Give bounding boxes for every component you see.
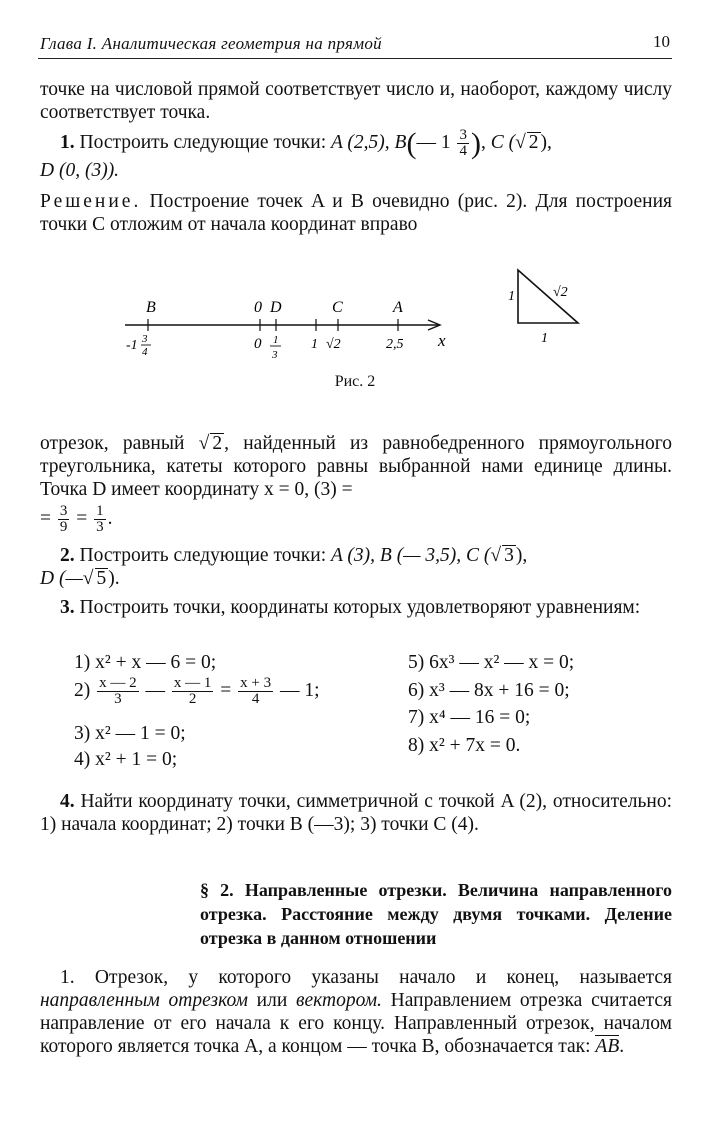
section-text-a: 1. Отрезок, у которого указаны начало и конец, называется [60,967,672,988]
problem-2-number: 2. [60,545,75,566]
point-b-int: — 1 [416,131,451,153]
running-title: Глава I. Аналитическая геометрия на прямой [40,34,382,53]
problem-3 [40,596,672,619]
equation-1: 1) x² + x — 6 = 0; [74,652,217,673]
page-number: 10 [653,32,670,51]
eq2-fraction-3: $\frac{x + 3}{4}$ [240,675,272,707]
point-b-fraction: $\frac{3}{4}$ [459,127,467,159]
point-c-label: C ( [490,131,516,153]
p2-point-d-tail: ). [108,568,120,589]
point-b-label: B [394,131,407,153]
equation-2: 2) $\frac{x — 2}{3}$ — $\frac{x — 1}{2}$ = $\frac{x + 3}{4}$ — 1; [74,675,320,707]
problem-2: 2. Построить следующие точки: A (3), B (— 3,5), C (√ 3 ), D (—√ 5 ). [40,545,528,589]
problem-3-text: Построить точки, координаты которых удовлетворяют уравнениям: [79,597,641,618]
tick-label-b-den: 4 [142,346,148,358]
triangle-leg-horizontal: 1 [541,331,548,346]
point-c-radicand: 2 [528,131,539,153]
d-coordinate-line [40,504,672,535]
header-rule [38,58,672,59]
eq-lead: = [40,507,51,529]
p2-point-c-label: C ( [466,545,491,566]
construction-radicand: 2 [212,433,223,454]
tick-label-d-den: 3 [272,349,278,361]
label-c: C [332,299,343,316]
tick-label-2-5: 2,5 [386,337,404,352]
term-directed-segment: направленным отрезком [40,990,248,1011]
label-b: B [146,299,156,316]
p2-point-c-tail: ), [515,545,528,566]
fraction-3-9: $\frac{3}{9}$ [59,503,68,535]
tick-label-0: 0 [254,336,262,352]
construction-paragraph: отрезок, равный √ 2 , найденный из равнобедренного прямоугольного треугольника, катеты которого равны выбранной нами единице длины. Точка D имеет координату x = 0, (3) = [40,433,673,500]
section-heading: § 2. Направленные отрезки. Величина направленного отрезка. Расстояние между двумя точками. Деление отрезка в данном отношении [200,880,672,948]
problem-4 [40,790,672,836]
label-d: D [270,299,282,316]
problem-1: 1. Построить следующие точки: A (2,5), B(— 1 $\frac{3}{4}$ ), C (√ 2 ), D (0, (3)). [40,127,552,181]
section-text-end: . [619,1036,625,1057]
problem-4-text: Найти координату точки, симметричной с точкой A (2), относительно: 1) начала координат; 2) точки B (—3); 3) точки C (4). [40,791,673,835]
fraction-1-3: $\frac{1}{3}$ [96,503,104,535]
p2-point-d-label: D (— [40,568,83,589]
intro-paragraph: точке на числовой прямой соответствует число и, наоборот, каждому числу соответствует точка. [40,79,672,123]
solution-paragraph [40,190,672,236]
p2-point-b: B (— 3,5), [379,545,462,566]
tick-label-1: 1 [311,337,318,352]
vector-notation: AB [595,1036,620,1057]
section-text-b: или [256,990,288,1011]
figure-2 [0,250,710,370]
equation-7: 7) x⁴ — 16 = 0; [408,707,531,728]
equation-6: 6) x³ — 8x + 16 = 0; [408,680,570,701]
point-d: D (0, (3)). [40,160,120,181]
p2-point-c-radicand: 3 [504,545,514,566]
p2-point-d-radicand: 5 [96,568,107,589]
eq2-fraction-2: $\frac{x — 1}{2}$ [173,675,212,707]
solution-text: Построение точек A и B очевидно (рис. 2). Для построения точки C отложим от начала координат вправо [40,191,672,235]
term-vector: вектором. [296,990,382,1011]
problem-1-number: 1. [60,131,75,153]
p2-point-a: A (3), [330,545,376,566]
triangle-leg-vertical: 1 [508,289,515,304]
triangle-hypotenuse: √2 [553,285,568,300]
construction-text-b: , найденный из равнобедренного прямоугольного треугольника, катеты которого равны выбранной нами единице длины. Точка D имеет координату x = 0, (3) = [40,433,673,500]
figure-caption: Рис. 2 [334,373,376,390]
problem-4-number: 4. [60,791,75,812]
right-triangle [518,270,578,323]
tick-label-sqrt2: √2 [326,337,341,352]
solution-word: Решение. [40,191,142,212]
section-text-c: Направлением отрезка считается направление от его начала к его концу. Направленный отрезок, началом которого является точка A, а концом — точка B, обозначается так: [40,990,673,1057]
equation-5: 5) 6x³ — x² — x = 0; [408,652,575,673]
equation-3: 3) x² — 1 = 0; [74,723,186,744]
label-a: A [393,299,403,316]
tick-label-d-num: 1 [273,334,279,346]
eq-mid: = [76,507,88,529]
construction-text-a: отрезок, равный [40,433,185,454]
problem-1-text: Построить следующие точки: [79,131,327,153]
point-a: A (2,5), [330,131,390,153]
axis-label-x: x [438,331,446,350]
section-paragraph [40,966,672,1058]
equation-4: 4) x² + 1 = 0; [74,749,178,770]
point-c-tail: ), [540,131,552,153]
tick-label-b-int: -1 [126,338,138,353]
label-o: 0 [254,299,262,316]
tick-label-b-num: 3 [142,333,148,345]
problem-3-number: 3. [60,597,75,618]
eq2-fraction-1: $\frac{x — 2}{3}$ [99,675,137,707]
problem-2-text: Построить следующие точки: [79,545,327,566]
equation-8: 8) x² + 7x = 0. [408,735,521,756]
eq-end: . [107,507,113,529]
